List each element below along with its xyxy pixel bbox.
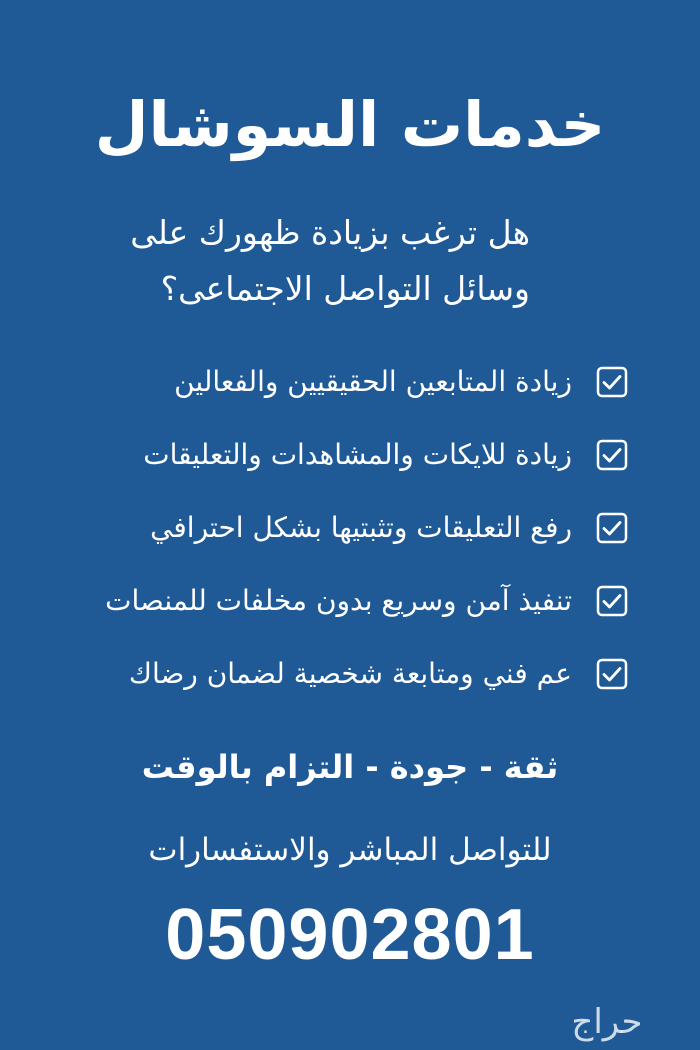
check-icon — [596, 658, 628, 690]
phone-number: 050902801 — [165, 895, 535, 975]
check-icon — [596, 512, 628, 544]
feature-text: تنفيذ آمن وسريع بدون مخلفات للمنصات — [105, 584, 572, 617]
contact-label: للتواصل المباشر والاستفسارات — [148, 832, 552, 868]
feature-text: زيادة للايكات والمشاهدات والتعليقات — [143, 438, 572, 471]
feature-text: زيادة المتابعين الحقيقيين والفعالين — [174, 365, 572, 398]
feature-item — [38, 576, 628, 625]
feature-text: عم فني ومتابعة شخصية لضمان رضاك — [128, 657, 572, 690]
feature-item — [38, 430, 628, 479]
check-icon — [596, 366, 628, 398]
feature-text: رفع التعليقات وتثبتيها بشكل احترافي — [150, 511, 572, 544]
haraj-watermark — [527, 1001, 687, 1043]
intro-question-line-1: هل ترغب بزيادة ظهورك على — [130, 213, 530, 252]
intro-question — [90, 205, 530, 317]
trust-quality-slogan: ثقة - جودة - التزام بالوقت — [141, 748, 559, 786]
check-icon — [596, 585, 628, 617]
feature-item — [38, 357, 628, 406]
feature-item — [38, 649, 628, 698]
page-title: خدمات السوشال — [94, 88, 606, 161]
haraj-logo-text: حراج — [571, 1002, 643, 1042]
check-icon — [596, 439, 628, 471]
feature-item — [38, 503, 628, 552]
features-list — [38, 357, 628, 722]
intro-question-line-2: وسائل التواصل الاجتماعى؟ — [160, 269, 530, 308]
